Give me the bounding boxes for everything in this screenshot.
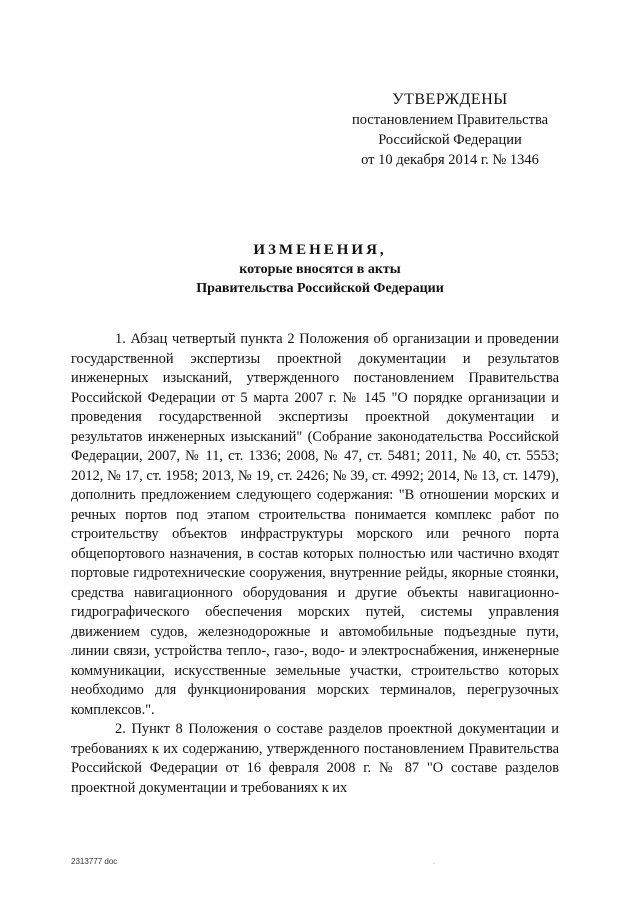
paragraph: 2. Пункт 8 Положения о составе разделов проектной документации и требованиях к их содержанию, утвержденного постановлением Правительства Российской Федерации от 16 февраля 2008 г. № 87 "О составе разделов проектной документации и требованиях к их: [71, 721, 559, 796]
approval-block: [340, 90, 560, 170]
approval-heading: УТВЕРЖДЕНЫ: [392, 91, 508, 108]
document-title: [60, 240, 580, 298]
approval-line: Российской Федерации: [378, 132, 522, 148]
approval-line: постановлением Правительства: [351, 112, 549, 128]
document-body: [71, 330, 559, 798]
document-id: 2313777 doc: [71, 857, 118, 866]
approval-date: от 10 декабря 2014 г. № 1346: [361, 152, 539, 168]
title-subtitle: которые вносятся в акты: [239, 262, 401, 277]
title-subtitle: Правительства Российской Федерации: [196, 281, 444, 296]
title-main: ИЗМЕНЕНИЯ,: [253, 242, 387, 258]
paragraph: 1. Абзац четвертый пункта 2 Положения об организации и проведении государственной экспертизы проектной документации и результатов инженерных изысканий, утвержденного постановлением Правительства Российской Федерации от 5 марта 2007 г. № 145 "О порядке организации и проведения государственной экспертизы проектной документации и результатов инженерных изысканий" (Собрание законодательства Российской Федерации, 2007, № 11, ст. 1336; 2008, № 47, ст. 5481; 2011, № 40, ст. 5553; 2012, № 17, ст. 1958; 2013, № 19, ст. 2426; № 39, ст. 4992; 2014, № 13, ст. 1479), дополнить предложением следующего содержания: "В отношении морских и речных портов под этапом строительства понимается комплекс работ по строительству объектов инфраструктуры морского или речного порта общепортового назначения, в состав которых полностью или частично входят портовые гидротехнические сооружения, внутренние рейды, якорные стоянки, средства навигационного оборудования и другие объекты навигационно-гидрографического обеспечения морских путей, системы управления движением судов, железнодорожные и автомобильные подъездные пути, линии связи, устройства тепло-, газо-, водо- и электроснабжения, инженерные коммуникации, искусственные земельные участки, строительство которых необходимо для функционирования морских терминалов, перегрузочных комплексов.".: [71, 331, 559, 718]
footer-mark: .: [433, 857, 435, 866]
